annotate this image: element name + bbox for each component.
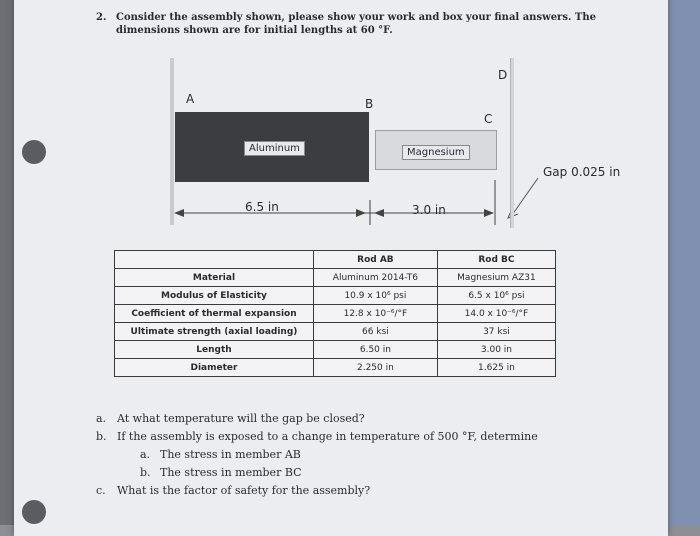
table-cell: 12.8 x 10⁻⁶/°F	[313, 305, 437, 323]
table-cell: Coefficient of thermal expansion	[115, 305, 314, 323]
question-b-sub-b-text: The stress in member BC	[160, 466, 302, 479]
table-cell: 6.50 in	[313, 341, 437, 359]
properties-table	[114, 250, 556, 377]
table-cell: Diameter	[115, 359, 314, 377]
table-cell: Length	[115, 341, 314, 359]
table-cell: Material	[115, 269, 314, 287]
point-b-label: B	[365, 97, 374, 111]
question-a-text: At what temperature will the gap be closed?	[117, 412, 365, 425]
question-a-letter: a.	[96, 412, 107, 425]
question-b-sub-a-text: The stress in member AB	[160, 448, 301, 461]
table-cell: Aluminum 2014-T6	[313, 269, 437, 287]
table-header-row	[115, 251, 556, 269]
table-cell: 37 ksi	[437, 323, 555, 341]
question-b-sub-b-letter: b.	[140, 466, 151, 479]
arrow-right	[484, 209, 494, 217]
right-wall-d	[510, 58, 514, 228]
magnesium-label: Magnesium	[402, 145, 470, 160]
question-c-letter: c.	[96, 484, 106, 497]
point-d-label: D	[498, 68, 508, 82]
table-header-cell: Rod BC	[437, 251, 555, 269]
table-cell: 14.0 x 10⁻⁶/°F	[437, 305, 555, 323]
table-cell: 6.5 x 10⁶ psi	[437, 287, 555, 305]
table-cell: 66 ksi	[313, 323, 437, 341]
problem-statement-line-1: Consider the assembly shown, please show your work and box your final answers. The	[116, 12, 596, 23]
question-b-letter: b.	[96, 430, 107, 443]
gap-label: Gap 0.025 in	[543, 165, 621, 179]
table-cell: 2.250 in	[313, 359, 437, 377]
aluminum-label: Aluminum	[244, 141, 305, 156]
table-row	[115, 269, 556, 287]
table-header-cell: Rod AB	[313, 251, 437, 269]
table-cell: Magnesium AZ31	[437, 269, 555, 287]
table-row	[115, 287, 556, 305]
table-row	[115, 341, 556, 359]
problem-statement-line-2: dimensions shown are for initial lengths at 60 °F.	[116, 25, 393, 36]
gap-leader-line	[510, 178, 538, 218]
question-b-sub-a-letter: a.	[140, 448, 151, 461]
table-cell: Ultimate strength (axial loading)	[115, 323, 314, 341]
table-row	[115, 323, 556, 341]
dimension-ab-label: 6.5 in	[245, 200, 279, 214]
table-header-cell	[115, 251, 314, 269]
table-row	[115, 305, 556, 323]
arrow-mid-right	[374, 209, 384, 217]
point-a-label: A	[186, 92, 195, 106]
table-cell: 1.625 in	[437, 359, 555, 377]
question-c-text: What is the factor of safety for the assembly?	[117, 484, 371, 497]
table-cell: 3.00 in	[437, 341, 555, 359]
arrow-mid-left	[356, 209, 366, 217]
problem-number: 2.	[96, 12, 107, 23]
table-cell: Modulus of Elasticity	[115, 287, 314, 305]
table-row	[115, 359, 556, 377]
dimension-bc-label: 3.0 in	[412, 203, 446, 217]
point-c-label: C	[484, 112, 493, 126]
table-cell: 10.9 x 10⁶ psi	[313, 287, 437, 305]
question-b-text: If the assembly is exposed to a change in temperature of 500 °F, determine	[117, 430, 538, 443]
arrow-left	[174, 209, 184, 217]
